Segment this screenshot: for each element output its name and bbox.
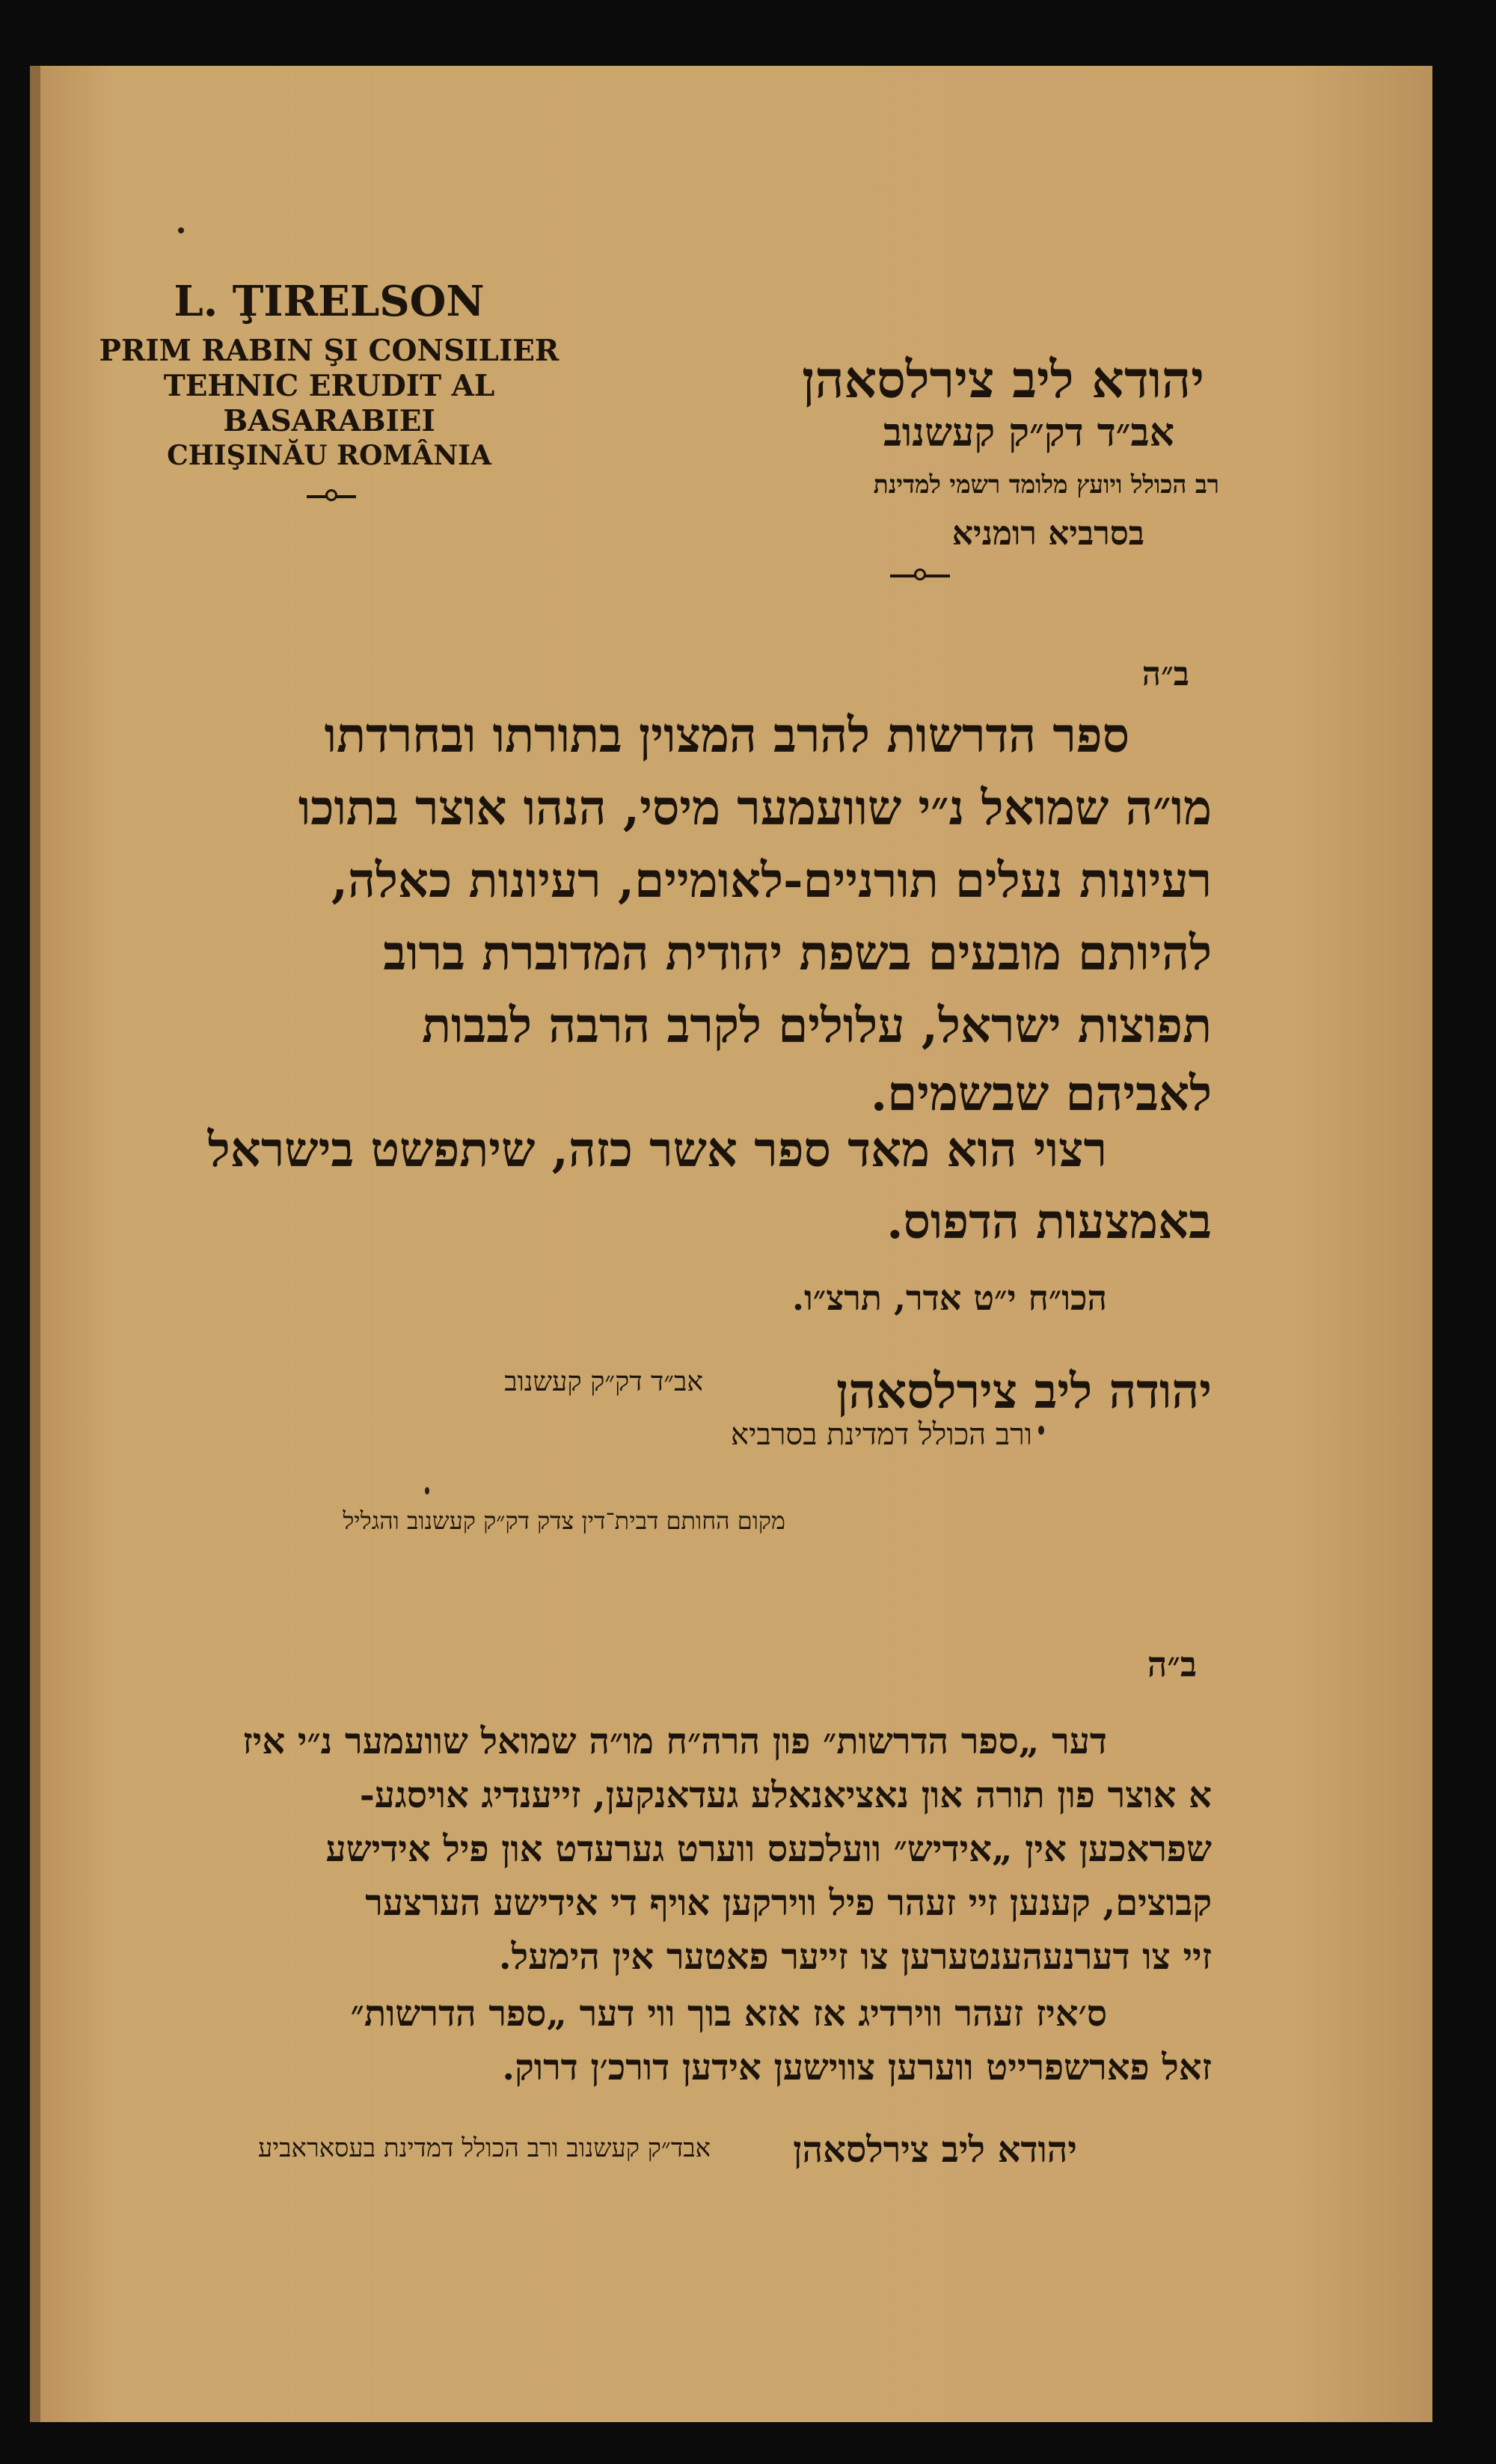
right-header-title: אב״ד דק״ק קעשנוב xyxy=(883,410,1174,456)
right-header-name: יהודא ליב צירלסאהן xyxy=(802,350,1204,410)
left-header-line2: TEHNIC ERUDIT AL xyxy=(163,369,495,403)
yiddish-line: זיי צו דערנעהענטערען צו זייער פאטער אין הימעל. xyxy=(498,1936,1212,1978)
left-header-ornament xyxy=(307,495,356,498)
yiddish-signature-name: יהודא ליב צירלסאהן xyxy=(793,2129,1077,2171)
yiddish-line: זאל פארשפרייט ווערען צווישען אידען דורכ׳ן דרוק. xyxy=(502,2047,1212,2088)
hebrew-line: תפוצות ישראל, עלולים לקרב הרבה לבבות xyxy=(422,998,1212,1054)
stamp-placeholder-text: מקום החותם דבית־דין צדק דק״ק קעשנוב והגליל xyxy=(343,1507,785,1535)
hebrew-line: מו״ה שמואל נ״י שוועמער מיסי, הנהו אוצר בתוכו xyxy=(298,780,1212,836)
hebrew-line: לאביהם שבשמים. xyxy=(870,1066,1212,1122)
yiddish-line: א אוצר פון תורה און נאציאנאלע געדאנקען, זייענדיג אויסגע- xyxy=(359,1774,1212,1816)
yiddish-signature-title: אבד״ק קעשנוב ורב הכולל דמדינת בעסאראביע xyxy=(258,2133,711,2163)
hebrew-signature-name: יהודה ליב צירלסאהן xyxy=(836,1364,1212,1420)
book-spine xyxy=(30,66,40,2422)
hebrew-signature-title1: אב״ד דק״ק קעשנוב xyxy=(504,1367,703,1397)
hebrew-bh-mark: ב״ה xyxy=(1141,655,1189,693)
yiddish-line: ס׳איז זעהר ווירדיג אז אזא בוך ווי דער „ספר הדרשות״ xyxy=(350,1993,1107,2035)
hebrew-signature-title2: ורב הכולל דמדינת בסרביא xyxy=(730,1418,1032,1452)
left-header-name: L. ŢIRELSON xyxy=(174,277,485,326)
yiddish-bh-mark: ב״ה xyxy=(1147,1644,1197,1685)
yiddish-line: שפראכען אין „אידיש״ וועלכעס ווערט גערעדט און פיל אידישע xyxy=(325,1828,1212,1870)
hebrew-date: הכו״ח י״ט אדר, תרצ״ו. xyxy=(791,1278,1107,1318)
hebrew-line: ספר הדרשות להרב המצוין בתורתו ובחרדתו xyxy=(324,708,1129,764)
hebrew-line: רעיונות נעלים תורניים-לאומיים, רעיונות כאלה, xyxy=(331,853,1212,909)
left-header-line3: BASARABIEI xyxy=(223,404,435,438)
yiddish-line: קבוצים, קענען זיי זעהר פיל ווירקען אויף די אידישע הערצער xyxy=(365,1882,1212,1924)
hebrew-line: באמצעות הדפוס. xyxy=(886,1194,1212,1250)
left-header-line4: CHIŞINĂU ROMÂNIA xyxy=(167,440,491,471)
left-header-line1: PRIM RABIN ŞI CONSILIER xyxy=(99,334,560,368)
hebrew-line: רצוי הוא מאד ספר אשר כזה, שיתפשט בישראל xyxy=(207,1122,1107,1178)
ink-speck xyxy=(1038,1426,1044,1435)
right-header-ornament xyxy=(890,574,950,577)
yiddish-line: דער „ספר הדרשות״ פון הרה״ח מו״ה שמואל שוועמער נ״י איז xyxy=(242,1720,1107,1762)
hebrew-line: להיותם מובעים בשפת יהודית המדוברת ברוב xyxy=(383,925,1212,981)
right-header-place: בסרביא רומניא xyxy=(951,515,1144,553)
document-page xyxy=(30,66,1432,2422)
right-header-subtitle: רב הכולל ויועץ מלומד רשמי למדינת xyxy=(873,470,1219,499)
ink-speck xyxy=(425,1487,429,1495)
ink-speck xyxy=(178,227,184,233)
